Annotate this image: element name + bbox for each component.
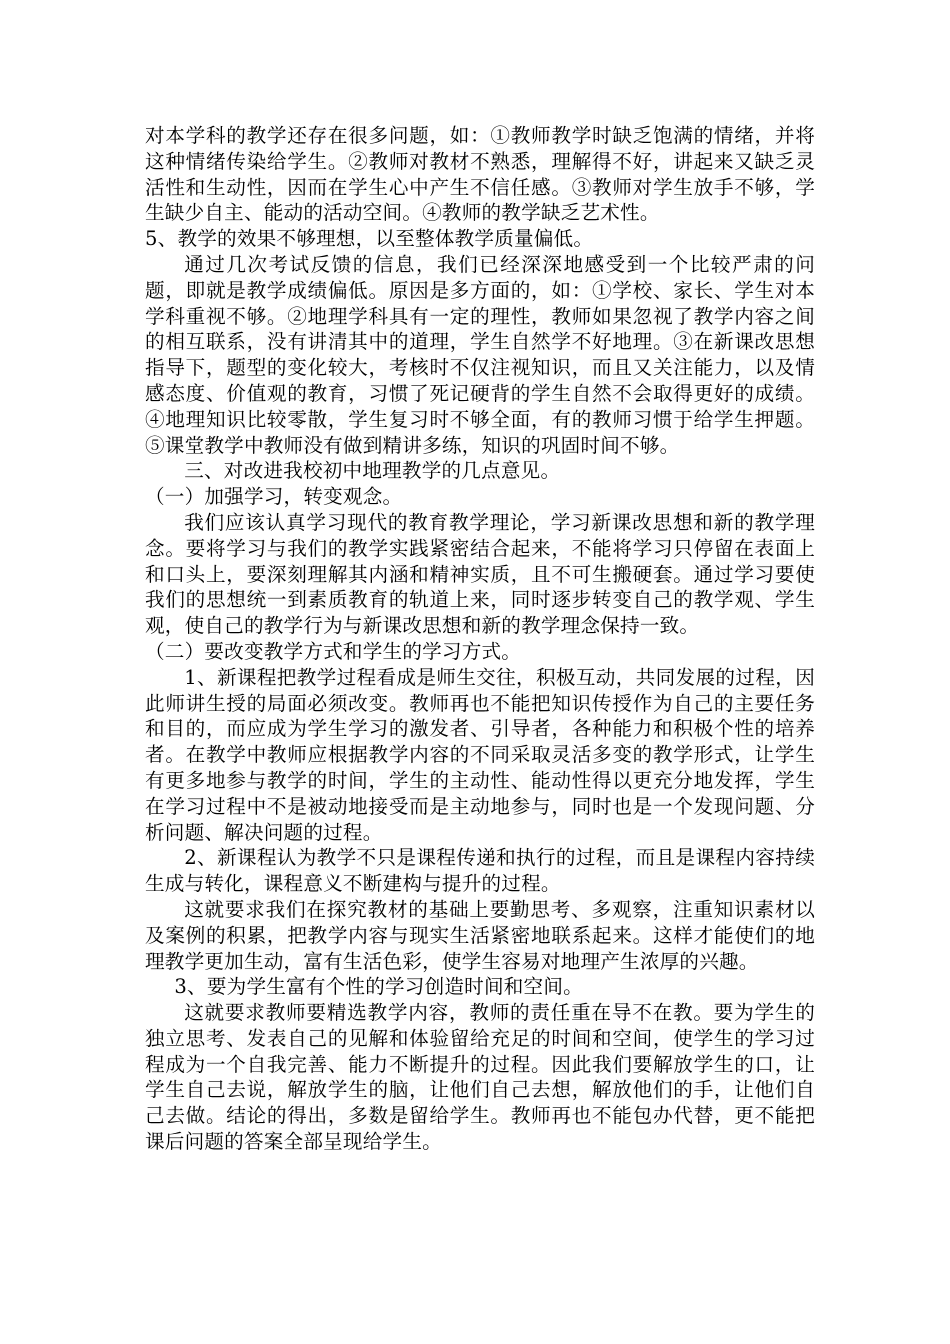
paragraph-study-theory: 我们应该认真学习现代的教育教学理论，学习新课改思想和新的教学理念。要将学习与我们的教学实践紧密结合起来，不能将学习只停留在表面上和口头上，要深刻理解其内涵和精神实质，且不可生搬硬套。通过学习要使我们的思想统一到素质教育的轨道上来，同时逐步转变自己的教学观、学生观，使自己的教学行为与新课改思想和新的教学理念保持一致。	[145, 510, 815, 638]
paragraph-point-2: 2、新课程认为教学不只是课程传递和执行的过程，而且是课程内容持续生成与转化，课程意义不断建构与提升的过程。	[145, 846, 815, 896]
subheading-strengthen-learning: （一）加强学习，转变观念。	[145, 485, 403, 509]
paragraph-point-3: 3、要为学生富有个性的学习创造时间和空间。	[174, 975, 583, 999]
paragraph-problems-list: 对本学科的教学还存在很多问题，如：①教师教学时缺乏饱满的情绪，并将这种情绪传染给学生。②教师对教材不熟悉，理解得不好，讲起来又缺乏灵活性和生动性，因而在学生心中产生不信任感。③教师对学生放手不够，学生缺少自主、能动的活动空间。④教师的教学缺乏艺术性。	[145, 124, 815, 225]
paragraph-point-3-detail: 这就要求教师要精选教学内容，教师的责任重在导不在教。要为学生的独立思考、发表自己的见解和体验留给充足的时间和空间，使学生的学习过程成为一个自我完善、能力不断提升的过程。因此我们要解放学生的口，让学生自己去说，解放学生的脑，让他们自己去想，解放他们的手，让他们自己去做。结论的得出，多数是留给学生。教师再也不能包办代替，更不能把课后问题的答案全部呈现给学生。	[145, 1001, 815, 1154]
paragraph-point-1: 1、新课程把教学过程看成是师生交往，积极互动，共同发展的过程，因此师讲生授的局面必须改变。教师再也不能把知识传授作为自己的主要任务和目的，而应成为学生学习的激发者、引导者，各种能力和积极个性的培养者。在教学中教师应根据教学内容的不同采取灵活多变的教学形式，让学生有更多地参与教学的时间，学生的主动性、能动性得以更充分地发挥，学生在学习过程中不是被动地接受而是主动地参与，同时也是一个发现问题、分析问题、解决问题的过程。	[145, 665, 815, 844]
document-page	[145, 123, 815, 1155]
paragraph-heading-teaching-effect: 5、教学的效果不够理想，以至整体教学质量偏低。	[145, 227, 594, 251]
paragraph-point-2-detail: 这就要求我们在探究教材的基础上要勤思考、多观察，注重知识素材以及案例的积累，把教学内容与现实生活紧密地联系起来。这样才能使们的地理教学更加生动，富有生活色彩，使学生容易对地理产生浓厚的兴趣。	[145, 897, 815, 973]
subheading-change-methods: （二）要改变教学方式和学生的学习方式。	[145, 639, 522, 663]
section-heading-improvements: 三、对改进我校初中地理教学的几点意见。	[184, 459, 561, 483]
paragraph-exam-feedback: 通过几次考试反馈的信息，我们已经深深地感受到一个比较严肃的问题，即就是教学成绩偏低。原因是多方面的，如：①学校、家长、学生对本学科重视不够。②地理学科具有一定的理性，教师如果忽视了教学内容之间的相互联系，没有讲清其中的道理，学生自然学不好地理。③在新课改思想指导下，题型的变化较大，考核时不仅注视知识，而且又关注能力，以及情感态度、价值观的教育，习惯了死记硬背的学生自然不会取得更好的成绩。④地理知识比较零散，学生复习时不够全面，有的教师习惯于给学生押题。⑤课堂教学中教师没有做到精讲多练，知识的巩固时间不够。	[145, 252, 815, 457]
